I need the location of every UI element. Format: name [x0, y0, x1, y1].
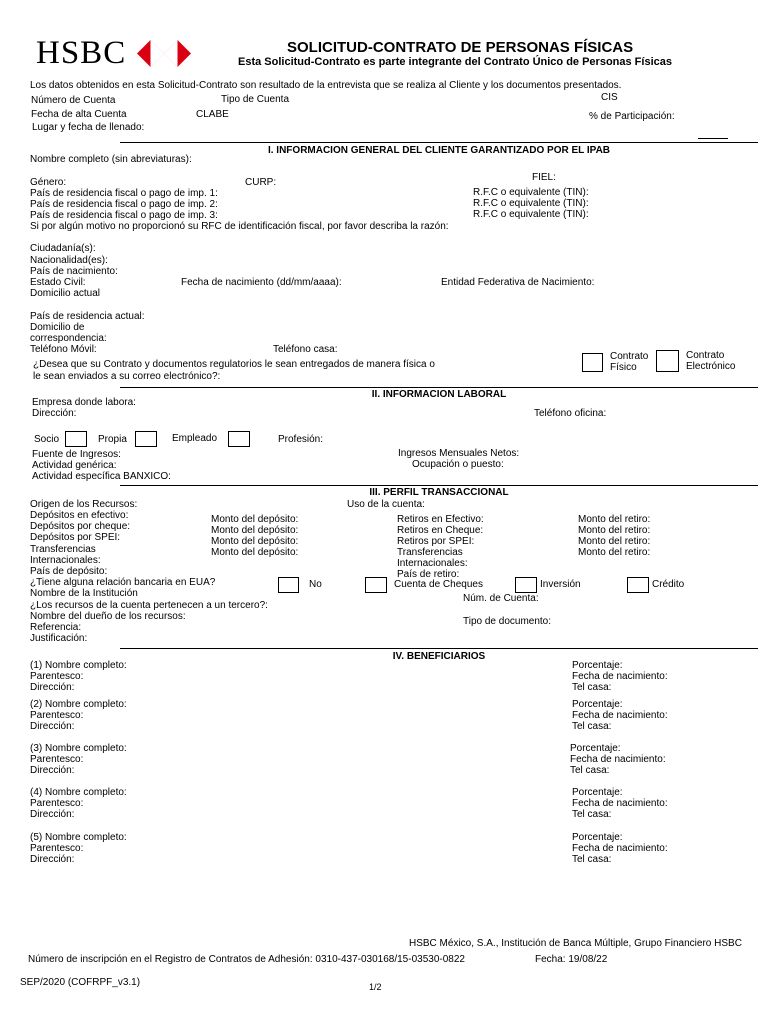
footer-institucion: HSBC México, S.A., Institución de Banca Múltiple, Grupo Financiero HSBC: [409, 938, 742, 949]
residencia-1-label: País de residencia fiscal o pago de imp. 1:: [30, 188, 218, 199]
actividad-generica-label: Actividad genérica:: [32, 460, 117, 471]
internacionales-retiro-label: Internacionales:: [397, 558, 468, 569]
tipo-documento-label: Tipo de documento:: [463, 616, 552, 627]
section-divider: [120, 142, 758, 143]
pais-deposito-label: País de depósito:: [30, 566, 108, 577]
beneficiario-parentesco-label: Parentesco:: [30, 754, 84, 765]
no-relacion-checkbox[interactable]: [278, 577, 299, 593]
fecha-nacimiento-label: Fecha de nacimiento (dd/mm/aaaa):: [181, 277, 342, 288]
lugar-fecha-label: Lugar y fecha de llenado:: [32, 122, 145, 133]
actividad-banxico-label: Actividad específica BANXICO:: [32, 471, 171, 482]
pais-residencia-actual-label: País de residencia actual:: [30, 311, 145, 322]
residencia-2-label: País de residencia fiscal o pago de imp. 2:: [30, 199, 218, 210]
monto-deposito-label: Monto del depósito:: [211, 547, 299, 558]
hsbc-hexagon-logo-icon: [137, 40, 191, 67]
propia-checkbox[interactable]: [135, 431, 157, 447]
referencia-label: Referencia:: [30, 622, 82, 633]
beneficiario-porcentaje-label: Porcentaje:: [572, 832, 623, 843]
beneficiario-parentesco-label: Parentesco:: [30, 671, 84, 682]
rfc-1-label: R.F.C o equivalente (TIN):: [473, 187, 589, 198]
genero-label: Género:: [30, 177, 67, 188]
domicilio-actual-label: Domicilio actual: [30, 288, 101, 299]
rfc-2-label: R.F.C o equivalente (TIN):: [473, 198, 589, 209]
cis-label: CIS: [601, 92, 618, 103]
beneficiario-direccion-label: Dirección:: [30, 682, 75, 693]
telefono-oficina-label: Teléfono oficina:: [534, 408, 607, 419]
beneficiario-porcentaje-label: Porcentaje:: [572, 787, 623, 798]
beneficiario-fecha-label: Fecha de nacimiento:: [572, 671, 668, 682]
monto-deposito-label: Monto del depósito:: [211, 525, 299, 536]
beneficiario-nombre-label: (2) Nombre completo:: [30, 699, 127, 710]
no-label: No: [309, 579, 322, 590]
rfc-3-label: R.F.C o equivalente (TIN):: [473, 209, 589, 220]
beneficiario-nombre-label: (3) Nombre completo:: [30, 743, 127, 754]
nombre-label: Nombre completo (sin abreviaturas):: [30, 154, 192, 165]
monto-retiro-label: Monto del retiro:: [578, 547, 651, 558]
beneficiario-tel-label: Tel casa:: [572, 854, 612, 865]
section-divider: [120, 387, 758, 388]
intro-text: Los datos obtenidos en esta Solicitud-Contrato son resultado de la entrevista que se realiza al Cliente y los documentos presentados.: [30, 80, 622, 91]
propia-label: Propia: [98, 434, 127, 445]
beneficiario-porcentaje-label: Porcentaje:: [572, 699, 623, 710]
beneficiario-fecha-label: Fecha de nacimiento:: [572, 710, 668, 721]
telefono-casa-label: Teléfono casa:: [273, 344, 338, 355]
justificacion-label: Justificación:: [30, 633, 88, 644]
inversion-checkbox[interactable]: [515, 577, 537, 593]
monto-retiro-label: Monto del retiro:: [578, 536, 651, 547]
telefono-movil-label: Teléfono Móvil:: [30, 344, 97, 355]
section-divider: [120, 648, 758, 649]
beneficiario-tel-label: Tel casa:: [572, 682, 612, 693]
domicilio-correspondencia-label: Domicilio de: [30, 322, 85, 333]
pais-retiro-label: País de retiro:: [397, 569, 460, 580]
beneficiario-parentesco-label: Parentesco:: [30, 798, 84, 809]
beneficiario-tel-label: Tel casa:: [570, 765, 610, 776]
beneficiario-direccion-label: Dirección:: [30, 721, 75, 732]
beneficiario-tel-label: Tel casa:: [572, 721, 612, 732]
relacion-eua-label: ¿Tiene alguna relación bancaria en EUA?: [30, 577, 216, 588]
contrato-fisico-checkbox[interactable]: [582, 353, 603, 372]
beneficiario-nombre-label: (4) Nombre completo:: [30, 787, 127, 798]
depositos-spei-label: Depósitos por SPEI:: [30, 532, 121, 543]
retiros-efectivo-label: Retiros en Efectivo:: [397, 514, 484, 525]
contrato-electronico-checkbox[interactable]: [656, 350, 679, 372]
section-1-title: I. INFORMACION GENERAL DEL CLIENTE GARANTIZADO POR EL IPAB: [267, 145, 611, 156]
beneficiario-porcentaje-label: Porcentaje:: [572, 660, 623, 671]
depositos-cheque-label: Depósitos por cheque:: [30, 521, 131, 532]
section-3-title: III. PERFIL TRANSACCIONAL: [369, 487, 509, 498]
nacionalidad-label: Nacionalidad(es):: [30, 255, 108, 266]
num-cuenta-label: Núm. de Cuenta:: [463, 593, 539, 604]
beneficiario-direccion-label: Dirección:: [30, 854, 75, 865]
estado-civil-label: Estado Civil:: [30, 277, 86, 288]
direccion-laboral-label: Dirección:: [32, 408, 77, 419]
domicilio-correspondencia-label-2: correspondencia:: [30, 333, 107, 344]
residencia-3-label: País de residencia fiscal o pago de imp. 3:: [30, 210, 218, 221]
beneficiario-fecha-label: Fecha de nacimiento:: [570, 754, 666, 765]
hsbc-logo-text: HSBC: [36, 35, 127, 71]
numero-cuenta-label: Número de Cuenta: [31, 95, 116, 106]
fuente-ingresos-label: Fuente de Ingresos:: [32, 449, 121, 460]
entrega-contrato-question-2: le sean enviados a su correo electrónico?:: [33, 371, 221, 382]
internacionales-label: Internacionales:: [30, 555, 101, 566]
beneficiario-parentesco-label: Parentesco:: [30, 843, 84, 854]
pais-nacimiento-label: País de nacimiento:: [30, 266, 118, 277]
section-4-title: IV. BENEFICIARIOS: [392, 651, 486, 662]
beneficiario-fecha-label: Fecha de nacimiento:: [572, 843, 668, 854]
beneficiario-porcentaje-label: Porcentaje:: [570, 743, 621, 754]
page-number: 1/2: [369, 982, 382, 992]
cuenta-cheques-label: Cuenta de Cheques: [394, 579, 483, 590]
depositos-efectivo-label: Depósitos en efectivo:: [30, 510, 129, 521]
monto-deposito-label: Monto del depósito:: [211, 514, 299, 525]
form-title: SOLICITUD-CONTRATO DE PERSONAS FÍSICAS: [287, 39, 634, 56]
contrato-electronico-label-2: Electrónico: [686, 361, 736, 372]
beneficiario-fecha-label: Fecha de nacimiento:: [572, 798, 668, 809]
beneficiario-tel-label: Tel casa:: [572, 809, 612, 820]
tercero-label: ¿Los recursos de la cuenta pertenecen a un tercero?:: [30, 600, 268, 611]
socio-checkbox[interactable]: [65, 431, 87, 447]
retiros-spei-label: Retiros por SPEI:: [397, 536, 475, 547]
beneficiario-nombre-label: (5) Nombre completo:: [30, 832, 127, 843]
monto-retiro-label: Monto del retiro:: [578, 525, 651, 536]
monto-retiro-label: Monto del retiro:: [578, 514, 651, 525]
beneficiario-parentesco-label: Parentesco:: [30, 710, 84, 721]
entrega-contrato-question: ¿Desea que su Contrato y documentos regulatorios le sean entregados de manera física o: [33, 359, 435, 370]
contrato-electronico-label: Contrato: [686, 350, 725, 361]
beneficiario-direccion-label: Dirección:: [30, 809, 75, 820]
entidad-nacimiento-label: Entidad Federativa de Nacimiento:: [441, 277, 595, 288]
credito-checkbox[interactable]: [627, 577, 649, 593]
contrato-fisico-label-2: Físico: [610, 362, 637, 373]
form-subtitle: Esta Solicitud-Contrato es parte integrante del Contrato Único de Personas Físicas: [238, 56, 672, 68]
beneficiario-nombre-label: (1) Nombre completo:: [30, 660, 127, 671]
transferencias-label: Transferencias: [30, 544, 96, 555]
origen-recursos-label: Origen de los Recursos:: [30, 499, 138, 510]
transferencias-retiro-label: Transferencias: [397, 547, 463, 558]
footer-registro: Número de inscripción en el Registro de Contratos de Adhesión: 0310-437-030168/15-03530-0822: [28, 954, 465, 965]
monto-deposito-label: Monto del depósito:: [211, 536, 299, 547]
contrato-fisico-label: Contrato: [610, 351, 649, 362]
curp-label: CURP:: [245, 177, 277, 188]
footer-version: SEP/2020 (COFRPF_v3.1): [20, 977, 141, 988]
socio-label: Socio: [34, 434, 60, 445]
dueno-recursos-label: Nombre del dueño de los recursos:: [30, 611, 186, 622]
motivo-rfc-label: Si por algún motivo no proporcionó su RFC de identificación fiscal, por favor describa la razón:: [30, 221, 449, 232]
tipo-cuenta-label: Tipo de Cuenta: [221, 94, 290, 105]
empleado-checkbox[interactable]: [228, 431, 250, 447]
beneficiario-direccion-label: Dirección:: [30, 765, 75, 776]
participacion-label: % de Participación:: [589, 111, 675, 122]
profesion-label: Profesión:: [278, 434, 324, 445]
ocupacion-label: Ocupación o puesto:: [412, 459, 504, 470]
uso-cuenta-label: Uso de la cuenta:: [347, 499, 425, 510]
clabe-label: CLABE: [196, 109, 229, 120]
ingresos-netos-label: Ingresos Mensuales Netos:: [398, 448, 520, 459]
divider: [698, 138, 728, 139]
empresa-label: Empresa donde labora:: [32, 397, 136, 408]
empleado-label: Empleado: [172, 433, 218, 444]
footer-fecha: Fecha: 19/08/22: [535, 954, 608, 965]
section-2-title: II. INFORMACION LABORAL: [371, 389, 507, 400]
fiel-label: FIEL:: [532, 172, 556, 183]
retiros-cheque-label: Retiros en Cheque:: [397, 525, 484, 536]
institucion-label: Nombre de la Institución: [30, 588, 138, 599]
section-divider: [120, 485, 758, 486]
ciudadania-label: Ciudadanía(s):: [30, 243, 96, 254]
fecha-alta-label: Fecha de alta Cuenta: [31, 109, 127, 120]
credito-label: Crédito: [652, 579, 685, 590]
cuenta-cheques-checkbox[interactable]: [365, 577, 387, 593]
inversion-label: Inversión: [540, 579, 581, 590]
